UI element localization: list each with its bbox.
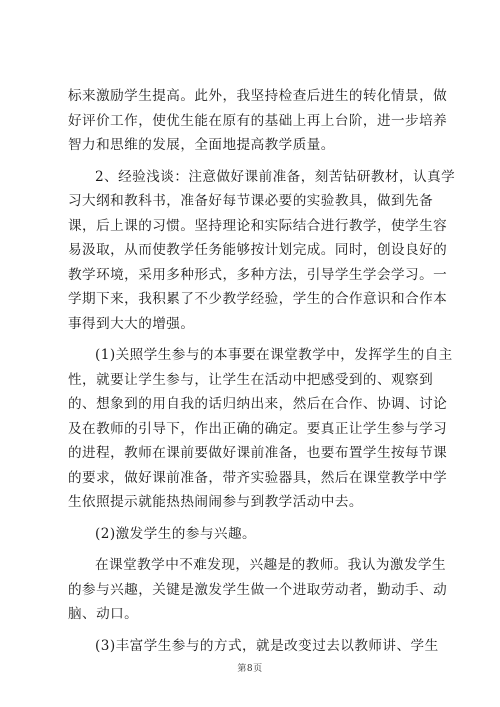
text-line: (3)丰富学生参与的方式，就是改变过去以教师讲、学生: [95, 637, 439, 654]
text-line: 性，就要让学生参与，让学生在活动中把感受到的、观察到: [68, 371, 434, 388]
text-line: 事得到大大的增强。: [68, 315, 195, 332]
text-line: 的、想象到的用自我的话归纳出来，然后在合作、协调、讨论: [68, 396, 448, 412]
paragraph-4: [68, 522, 440, 547]
text-line: 课，后上课的习惯。坚持理论和实际结合进行教学，使学生容: [68, 217, 448, 234]
text-line: 标来激励学生提高。此外，我坚持检查后进生的转化情景，做: [68, 88, 448, 104]
text-line: 好评价工作，使优生能在原有的基础上再上台阶，进一步培养: [68, 112, 448, 129]
text-line: (1)关照学生参与的本事要在课堂教学中，发挥学生的自主: [95, 347, 453, 363]
text-line: 在课堂教学中不难发现，兴趣是的教师。我认为激发学生: [95, 557, 447, 573]
document-body: [68, 84, 456, 665]
paragraph-5: [68, 553, 448, 627]
page-number: 第8页: [237, 664, 263, 674]
text-line: 生依照提示就能热热闹闹参与到教学活动中去。: [68, 494, 363, 510]
text-line: 智力和思维的发展，全面地提高教学质量。: [68, 137, 335, 153]
text-line: 脑、动口。: [68, 606, 139, 622]
text-line: 2、经验浅谈：注意做好课前准备，刻苦钻研教材，认真学: [95, 168, 456, 185]
paragraph-3: [68, 343, 453, 515]
text-line: 及在教师的引导下，作出正确的确定。要真正让学生参与学习: [68, 420, 448, 437]
text-line: 教学环境，采用多种形式，多种方法，引导学生学会学习。一: [68, 266, 448, 283]
text-line: 的参与兴趣，关键是激发学生做一个进取劳动者，勤动手、动: [68, 581, 448, 598]
paragraph-2: [68, 165, 456, 337]
text-line: 易汲取，从而使教学任务能够按计划完成。同时，创设良好的: [68, 242, 448, 258]
paragraph-6: [68, 634, 440, 659]
paragraph-1: [68, 84, 448, 158]
text-line: 的要求，做好课前准备，带齐实验器具，然后在课堂教学中学: [68, 469, 448, 486]
text-line: (2)激发学生的参与兴趣。: [95, 525, 257, 542]
text-line: 习大纲和教科书，准备好每节课必要的实验教具，做到先备: [68, 193, 434, 209]
text-line: 的进程，教师在课前要做好课前准备，也要布置学生按每节课: [68, 445, 448, 461]
text-line: 学期下来，我积累了不少教学经验，学生的合作意识和合作本: [68, 291, 448, 307]
